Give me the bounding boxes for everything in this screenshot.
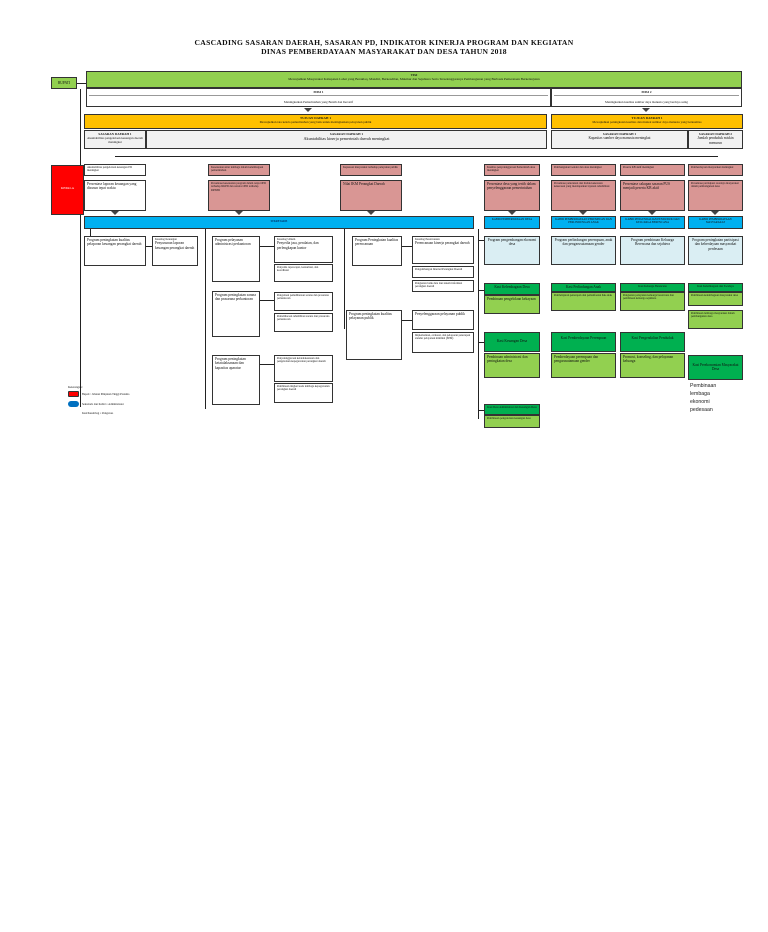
kegiatan-pemeliharaan: Pemeliharaan rehabilitasi sarana dan prasarana perkantoran (274, 313, 333, 332)
kasi-pemberdayaan-perempuan-text: Pemberdayaan perempuan dan pengarusutamaan gender (551, 353, 616, 378)
connector (478, 229, 479, 419)
kegiatan-ketatalaksanaan: Penyelenggaraan ketatalaksanaan dan pengelolaan kepegawaian perangkat daerah (274, 355, 333, 382)
connector (402, 320, 412, 321)
kasi-perlindungan-anak-text: Pembelajaran penerapan dan pemanfaatan hak anak (551, 292, 616, 311)
kabid-1-box: KABID PEMBERDAYAAN DESA (484, 216, 540, 229)
sasaran-1-box (84, 130, 146, 149)
indikator-3-main: Nilai IKM Perangkat Daerah (340, 180, 402, 211)
kasi-pengendalian-penduduk: Kasi Pengendalian Penduduk (620, 332, 685, 352)
connector (77, 83, 86, 84)
indikator-4-main: Persentase desa yang tertib dalam penyelenggaraan pemerintahan (484, 180, 540, 211)
tujuan-2-text: Mewujudkan peningkatan kualitas dan mutual sumber daya manusia yang berkualitas (592, 120, 702, 125)
misi-2-text: Meningkatkan kualitas sumber daya manusia yang berdaya saing (554, 95, 739, 104)
visi-box (86, 71, 742, 88)
kasi-kelembagaan-desa-text: Pembinaan pengelolaan kekayaan (484, 295, 540, 314)
kasi-pengendalian-penduduk-text: Promosi, konseling, dan pelayanan keluarga (620, 353, 685, 378)
tujuan-2-label: TUJUAN DAERAH 1 (631, 116, 663, 120)
program-keluarga-berencana: Program pembinaan Keluarga Berencana dan sejahtera (620, 236, 685, 265)
misi-2-label: MISI 2 (641, 90, 652, 94)
sasaran-4-text: Jumlah penduduk miskin menurun (697, 136, 734, 145)
program-partisipasi-masyarakat: Program peningkatan partisipasi dan keberdayaan masyarakat perdesaan (688, 236, 743, 265)
kasi-kelembagaan-swadaya-text: Pembinaan kelembagaan masyarakat desa (688, 292, 743, 306)
tujuan-1-text: Mewujudkan tata kelola pemerintahan yang baik untuk meningkatkan pelayanan publik (259, 120, 372, 125)
sasaran-3-label: SASARAN DAERAH 1 (602, 132, 637, 136)
indikator-2-main: Persentase kesesuaian program dalam renja OPD terhadap RKPD dan renstra OPD terhadap RPJMD (208, 180, 270, 211)
indikator-7-main: Persentase partisipasi swadaya masyarakat dalam pembangunan desa (688, 180, 743, 211)
misi-1-text: Meningkatkan Pemerintahan yang Bersih dan Inovatif (89, 95, 548, 104)
indikator-7-head: Pemberdayaan masyarakat meningkat (688, 164, 743, 176)
kepala-box: KEPALA (51, 165, 84, 215)
program-ketatalaksanaan: Program peningkatan ketatalaksanaan dan kapasitas aparatur (212, 355, 260, 405)
bupati-box: BUPATI (51, 77, 77, 89)
tujuan-2-box (551, 114, 743, 129)
kegiatan-pengadaan: Pengadaan pemeliharaan sarana dan prasarana perkantoran (274, 292, 333, 311)
page-title: CASCADING SASARAN DAERAH, SASARAN PD, INDIKATOR KINERJA PROGRAM DAN KEGIATAN (194, 38, 574, 47)
sasaran-4-label: SASARAN DAERAH 2 (698, 132, 733, 136)
kasi-kelembagaan-swadaya: Kasi Kelembagaan dan Swadaya (688, 283, 743, 292)
kabid-2-box: KABID PEMBERDAYAAN PEREMPUAN DAN PERLINDUNGAN ANAK (551, 216, 616, 229)
connector (80, 89, 81, 407)
kasi-kelembagaan-desa: Kasi Kelembagaan Desa (484, 283, 540, 295)
kasi-administrasi-keuangan-text: Pembinaan pengelolaan keuangan desa (484, 415, 540, 428)
program-ekonomi-desa: Program pengembangan ekonomi desa (484, 236, 540, 265)
connector (260, 364, 274, 365)
legend-title: Keterangan: (68, 385, 83, 389)
kasi-pemberdayaan-perempuan: Kasi Pemberdayaan Perempuan (551, 332, 616, 352)
indikator-2-head: Kesesuaian antar lembaga dalam kelembagaan pemerintahan (208, 164, 270, 176)
down-arrow-icon (648, 211, 656, 215)
misi-2-box (551, 88, 742, 107)
connector (205, 229, 206, 409)
down-arrow-icon (711, 211, 719, 215)
indikator-5-main: Persentase penurunan dan tindak kekerasan kekerasan yang mendapatkan layanan rehabilitasi (551, 180, 616, 211)
kasi-perlindungan-anak: Kasi Perlindungan Anak (551, 283, 616, 292)
indikator-1-main: Persentase laporan keuangan yang disusun tepat waktu (84, 180, 146, 211)
program-administrasi: Program pelayanan administrasi perkantoran (212, 236, 260, 282)
kasubag-keuangan-text: Penyusunan laporan keuangan perangkat daerah (155, 241, 195, 250)
indikator-5-head: Pembangunan Gender dan desa meningkat (551, 164, 616, 176)
indikator-3-head: Kepuasan masyarakat terhadap pelayanan publik (340, 164, 402, 176)
connector (402, 246, 412, 247)
kasubag-perencanaan-head: Kasubag Perencanaan (415, 238, 440, 241)
indikator-4-head: Kualitas penyelenggaraan Pemerintah desa meningkat (484, 164, 540, 176)
down-arrow-icon (642, 108, 650, 112)
tall-line: ekonomi (690, 399, 710, 406)
tall-line: pedesaan (690, 407, 713, 414)
sasaran-2-label: SASARAN DAERAH 1 (329, 132, 364, 136)
misi-1-label: MISI 1 (313, 90, 324, 94)
legend-blue-text: Sekretaris dan Kabid = Administrator (82, 403, 124, 406)
kasubag-perencanaan-box (412, 236, 474, 264)
kabid-3-box: KABID PENGENDALIAN PENDUDUK DAN KELUARGA BERENCANA (620, 216, 685, 229)
kabid-4-box: KABID PEMBERDAYAAN MASYARAKAT (688, 216, 743, 229)
kasubag-umum-head: Kasubag Umum (277, 238, 296, 241)
sasaran-2-box (146, 130, 547, 149)
program-pelayanan-publik: Program peningkatan kualitas pelayanan publik (346, 310, 402, 360)
program-perencanaan: Program Peningkatan kualitas perencanaan (352, 236, 402, 266)
legend-red-swatch (68, 391, 79, 397)
misi-1-box (86, 88, 551, 107)
kasi-keuangan-desa-text: Pembinaan administrasi dan peningkatan desa (484, 353, 540, 378)
program-sarana: Program peningkatan sarana dan prasarana perkantoran (212, 291, 260, 337)
indikator-6-head: Peserta KB aktif meningkat (620, 164, 685, 176)
sasaran-3-text: Kapasitas sumber daya manusia meningkat (588, 136, 651, 141)
kasi-keuangan-desa: Kasi Keuangan Desa (484, 332, 540, 352)
kegiatan-pembinaan-kode: Pembinaan tingkat kode lembaga kepegawaian perangkat daerah (274, 383, 333, 403)
kegiatan-spm: Implementasi, evaluasi, dan pelaporan penerapan standar pelayanan minimal (SPM) (412, 332, 474, 353)
sasaran-4-box (688, 130, 743, 149)
page-subtitle: DINAS PEMBERDAYAAN MASYARAKAT DAN DESA TAHUN 2018 (261, 47, 507, 56)
kasi-administrasi-keuangan: Kasi Desa Administrasi dan Keuangan Desa (484, 404, 540, 415)
down-arrow-icon (111, 211, 119, 215)
indikator-6-main: Persentase cakupan sasaran PUS menjadi peserta KB aktif (620, 180, 685, 211)
kasi-perekonomian-masyarakat: Kasi Perekonomian Masyarakat Desa (688, 355, 743, 380)
kasubag-umum-box (274, 236, 333, 263)
kegiatan-bank-data: Penguatan bank data dan sistem informasi perangkat daerah (412, 280, 474, 292)
legend-red-text: Bupati : Jabatan Pimpinan Tinggi Pratama (82, 393, 130, 396)
sasaran-1-label: SASARAN DAERAH 1 (98, 132, 132, 136)
tall-line: Pembinaan (690, 383, 717, 389)
kasi-keluarga-berencana-text: Penguatan pelayanan keluarga berencana dan pembinaan keluarga sejahtera (620, 292, 685, 311)
connector (115, 156, 718, 157)
legend-blue-swatch (68, 401, 79, 407)
kasubag-keuangan-head: Kasubag Keuangan (155, 238, 177, 241)
visi-label: VISI (410, 73, 418, 77)
pembinaan-lembaga-box: Pembinaan lembaga masyarakat dalam pembangunan desa (688, 310, 743, 329)
visi-text: Mewujudkan Masyarakat Kabupaten Lahat yang Beraklaq, Mandiri, Berkeadilan, Makmur dan Sejahtera Serta Terselenggaranya Pembangunan yang Berbasis Pemerataan Berkelanjutan (288, 77, 540, 82)
kasubag-umum-text: Penyedia jasa, peralatan, dan perlengkapan kantor (277, 241, 319, 250)
tujuan-1-label: TUJUAN DAERAH 1 (300, 116, 331, 120)
pembinaan-ekonomi-text (690, 382, 716, 414)
connector (344, 229, 345, 329)
program-keuangan: Program peningkatan kualitas pelaporan keuangan perangkat daerah (84, 236, 146, 266)
kegiatan-rapat: Penyedia rapat-rapat, konsultasi, dan koordinasi (274, 264, 333, 282)
sasaran-1-text: Akuntabilitas pengelolaan keuangan daerah meningkat (87, 136, 143, 145)
sasaran-2-text: Akuntabilitas kinerja pemerintah daerah meningkat (303, 136, 390, 142)
down-arrow-icon (508, 211, 516, 215)
kasubag-perencanaan-text: Perencanaan kinerja perangkat daerah (415, 241, 470, 246)
down-arrow-icon (579, 211, 587, 215)
down-arrow-icon (367, 211, 375, 215)
tujuan-1-box (84, 114, 547, 129)
sekretaris-box: SEKRETARIS (84, 216, 474, 229)
down-arrow-icon (235, 211, 243, 215)
connector (260, 300, 274, 301)
down-arrow-icon (304, 108, 312, 112)
legend-kasi-text: Kasi/Kasubbag = Pengawas (82, 412, 114, 415)
kasi-keluarga-berencana: Kasi Keluarga Berencana (620, 283, 685, 292)
kegiatan-pelayanan-publik: Penyelenggaraan pelayanan publik (412, 310, 474, 330)
kegiatan-internal: Pengembangan Internal Perangkat Daerah (412, 266, 474, 278)
connector (260, 246, 274, 247)
indikator-1-head: Akuntabilitas pengelolaan keuangan PD meningkat (84, 164, 146, 176)
program-perlindungan-perempuan: Program perlindungan perempuan, anak dan pengarusutamaan gender (551, 236, 616, 265)
sasaran-3-box (551, 130, 688, 149)
tall-line: lembaga (690, 391, 710, 398)
kasubag-keuangan-box (152, 236, 198, 266)
